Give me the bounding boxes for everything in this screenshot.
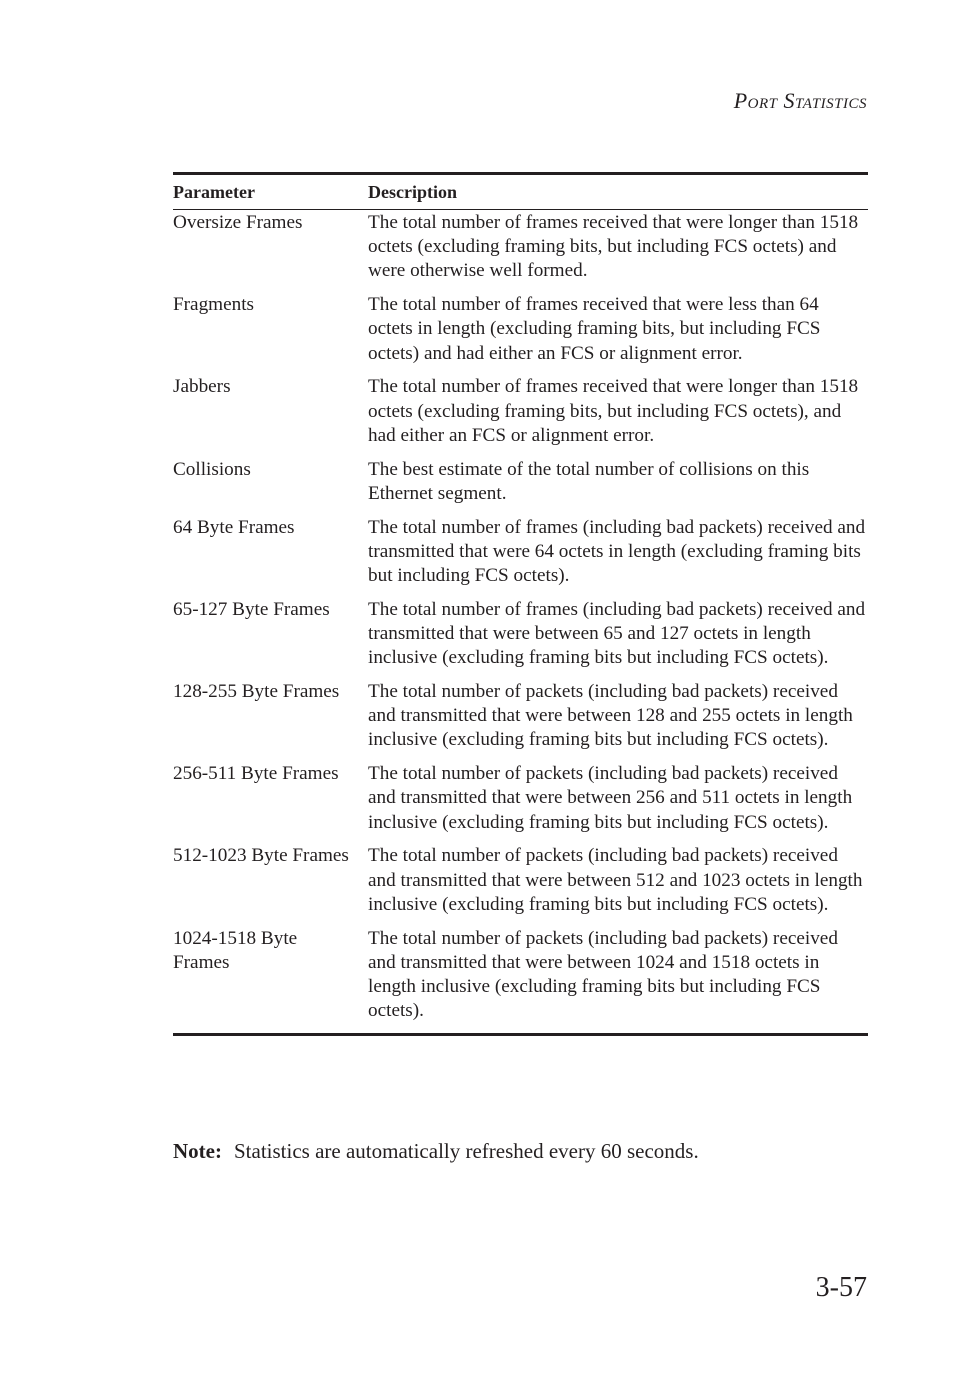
parameter-cell: 512-1023 Byte Frames bbox=[173, 845, 349, 867]
parameter-cell: 1024-1518 Byte Frames bbox=[173, 927, 298, 973]
table-body bbox=[173, 210, 868, 1033]
table-row bbox=[173, 927, 868, 1033]
table-row bbox=[173, 375, 868, 457]
description-cell: The total number of packets (including bad packets) received and transmitted that were between 128 and 255 octets in length inclusive (excluding framing bits but including FCS octets). bbox=[368, 681, 853, 751]
description-cell: The total number of packets (including bad packets) received and transmitted that were between 512 and 1023 octets in length inclusive (excluding framing bits but including FCS octets). bbox=[368, 845, 863, 915]
parameter-cell: Jabbers bbox=[173, 376, 231, 398]
description-cell: The total number of packets (including bad packets) received and transmitted that were between 1024 and 1518 octets in length inclusive (excluding framing bits but including FCS octets). bbox=[368, 927, 838, 1022]
table-row bbox=[173, 680, 868, 762]
note-text: Statistics are automatically refreshed every 60 seconds. bbox=[233, 1139, 699, 1163]
column-header-parameter: Parameter bbox=[173, 181, 255, 202]
parameter-cell: 256-511 Byte Frames bbox=[173, 763, 339, 785]
page-number: 3-57 bbox=[815, 1272, 867, 1303]
parameter-cell: 65-127 Byte Frames bbox=[173, 598, 330, 620]
column-header-description: Description bbox=[368, 181, 457, 202]
table-row bbox=[173, 458, 868, 516]
note-label: Note: bbox=[173, 1139, 222, 1163]
table-header-row bbox=[173, 175, 868, 210]
description-cell: The total number of frames (including bad packets) received and transmitted that were between 65 and 127 octets in length inclusive (excluding framing bits but including FCS octets). bbox=[368, 598, 866, 669]
parameter-cell: 64 Byte Frames bbox=[173, 516, 295, 538]
table-row bbox=[173, 293, 868, 375]
note bbox=[173, 1139, 699, 1164]
table-row bbox=[173, 211, 868, 293]
table-row bbox=[173, 516, 868, 598]
description-cell: The total number of frames received that were less than 64 octets in length (excluding framing bits, but including FCS octets) and had either an FCS or alignment error. bbox=[368, 294, 821, 364]
parameter-cell: Fragments bbox=[173, 294, 255, 316]
description-cell: The total number of frames received that were longer than 1518 octets (excluding framing bits, but including FCS octets) and were otherwise well formed. bbox=[368, 212, 859, 282]
parameter-cell: Oversize Frames bbox=[173, 212, 303, 233]
parameter-table bbox=[173, 172, 868, 1036]
description-cell: The best estimate of the total number of collisions on this Ethernet segment. bbox=[368, 458, 810, 504]
parameter-cell: Collisions bbox=[173, 458, 251, 480]
running-header: Port Statistics bbox=[733, 88, 867, 113]
description-cell: The total number of frames (including bad packets) received and transmitted that were 64 octets in length (excluding framing bits but including FCS octets). bbox=[368, 516, 866, 587]
description-cell: The total number of frames received that were longer than 1518 octets (excluding framing bits, but including FCS octets), and had either an FCS or alignment error. bbox=[368, 376, 859, 446]
description-cell: The total number of packets (including bad packets) received and transmitted that were between 256 and 511 octets in length inclusive (excluding framing bits but including FCS octets). bbox=[368, 763, 853, 833]
table-row bbox=[173, 598, 868, 680]
table-row bbox=[173, 844, 868, 926]
table-row bbox=[173, 762, 868, 844]
parameter-cell: 128-255 Byte Frames bbox=[173, 681, 340, 703]
